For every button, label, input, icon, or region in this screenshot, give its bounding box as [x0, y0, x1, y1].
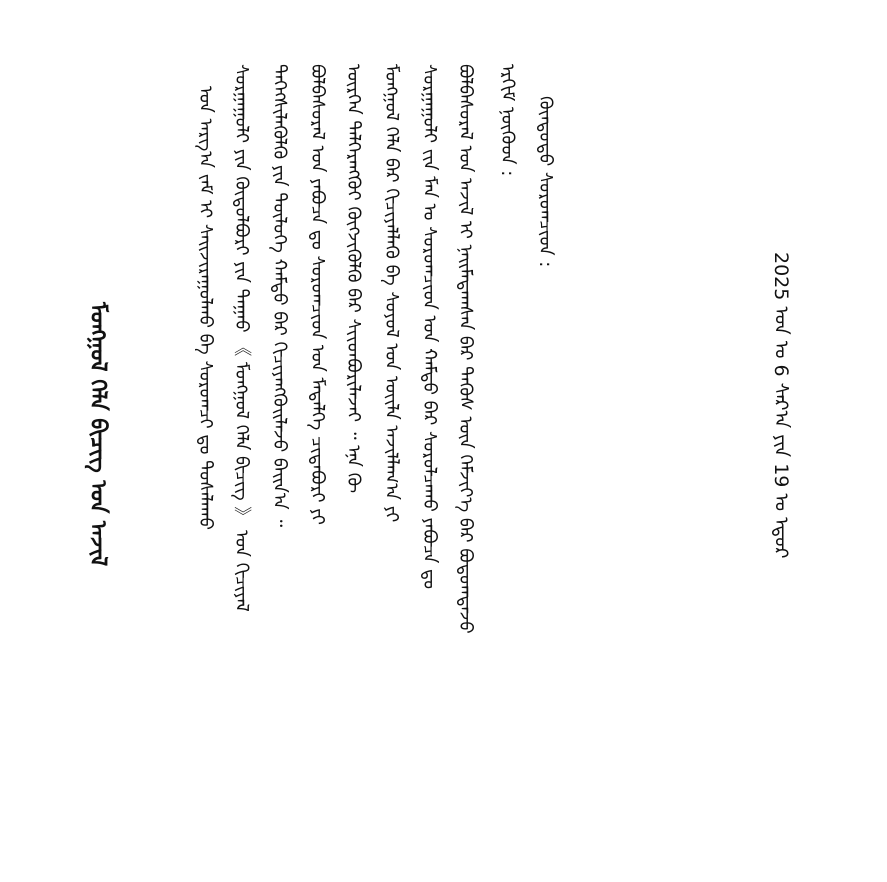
body-line-2: ᠰᠤᠷᠭᠠᠭᠤᠯᠢ ᠵᠢᠨ ᠮᠠᠨ ᠤ ᠰᠤᠷᠤᠭᠴᠢᠳ ᠤᠨ ᠬᠠᠮᠲᠤ ᠪᠠᠷ ᠰᠤᠷᠤᠯᠴᠠᠬᠤ ᠶᠠᠪᠤᠴᠠ ᠳᠤ: [419, 64, 440, 590]
salutation-line-1: ᠬᠦᠨᠳᠦᠲᠦ ᠰᠤᠷᠤᠭᠴᠢᠳ :: [535, 96, 556, 268]
body-line-1: ᠪᠣᠯᠪᠠᠰᠤᠷᠠᠯ ᠤᠨ ᠠᠵᠢᠯ ᠢ ᠨᠠᠢᠮᠠᠳᠠᠭᠰᠠᠨ ᠪᠡᠷ ᠲᠡᠭᠦᠰ ᠦᠨ ᠬᠡᠮᠵᠢᠶ᠎ᠡ ᠪᠠᠷ ᠪᠣᠳᠣᠭᠳᠠᠵᠤ: [455, 64, 476, 634]
document-title: ᠮᠣᠩᠭᠣᠯ ᠬᠡᠯᠡ ᠪᠢᠴᠢᠭ᠌ ᠤᠨ ᠠᠵᠢᠯ: [85, 302, 110, 567]
body-line-3: ᠮᠣᠩᠭᠣᠯ ᠬᠡᠯᠡ ᠪᠡᠷ ᠬᠢᠴᠢᠶᠡᠯᠯᠡᠬᠦ ᠪᠠ ᠰᠣᠶᠣᠯ ᠤᠨ ᠦᠢᠯᠡ ᠠᠵᠢᠯᠯᠠᠭ᠎ᠠ ᠶᠢ: [381, 64, 402, 523]
body-line-7: ᠰᠤᠷᠭᠠᠭᠤᠯᠢ ᠶᠢᠨ ᠬᠥᠲᠦᠯᠪᠦᠷᠢ ᠶᠢᠨ ᠳᠠᠭᠠᠤ 《 ᠮᠣᠩᠭᠣᠯ ᠬᠡᠯᠡ ᠪᠢᠴᠢᠭ᠌ 》 ᠤᠨ ᠬᠢᠴᠢᠶᠡᠯ: [231, 64, 252, 612]
body-line-4: ᠥᠷᠭᠡᠨ ᠳᠡᠯᠭᠡᠷᠡᠩᠭᠦᠢ ᠬᠦᠭᠵᠢᠭᠦᠯᠬᠦ ᠪᠠᠷ ᠰᠢᠢᠳᠪᠦᠷᠢᠯᠡᠵᠡᠢ ᠃ ᠡᠨᠡ ᠬᠦ: [343, 64, 364, 494]
document-date: 2025 ᠣᠨ ᠤ 6 ᠰᠠᠷ᠎ᠠ ᠶᠢᠨ 19 ᠤ ᠡᠳᠦᠷ: [770, 252, 792, 559]
body-line-6: ᠳᠡᠭᠡᠭᠰᠢᠯᠡᠭᠦᠯᠬᠦ ᠶᠢᠨ ᠲᠥᠯᠦᠭᠡ ᠬᠠᠮᠲᠤ ᠪᠠᠷ ᠬᠢᠴᠢᠶᠡᠩᠭᠦᠢᠯᠡᠵᠦ ᠪᠠᠢᠨ᠎ᠠ ᠃: [269, 64, 290, 528]
salutation-line-2: ᠡᠷᠬᠢᠮ ᠨᠥᠬᠥᠳ :: [497, 64, 518, 177]
body-line-5: ᠪᠣᠯᠪᠠᠰᠤᠷᠠᠯ ᠤᠨ ᠶᠠᠪᠤᠴᠠ ᠳᠤ ᠰᠤᠷᠤᠭᠴᠢᠳ ᠤᠨ ᠮᠡᠳᠡᠯᠭᠡ ᠴᠢᠳᠠᠪᠤᠷᠢ ᠶᠢ: [307, 64, 328, 525]
body-line-8: ᠤᠨ ᠠᠷᠭ᠎ᠠ ᠵᠠᠮ ᠢ ᠰᠠᠢᠵᠢᠷᠠᠭᠤᠯᠬᠤ ᠪᠠ ᠰᠤᠷᠤᠭᠴᠢ ᠳᠤ ᠲᠤᠰᠠᠯᠠᠬᠤ: [195, 86, 216, 530]
